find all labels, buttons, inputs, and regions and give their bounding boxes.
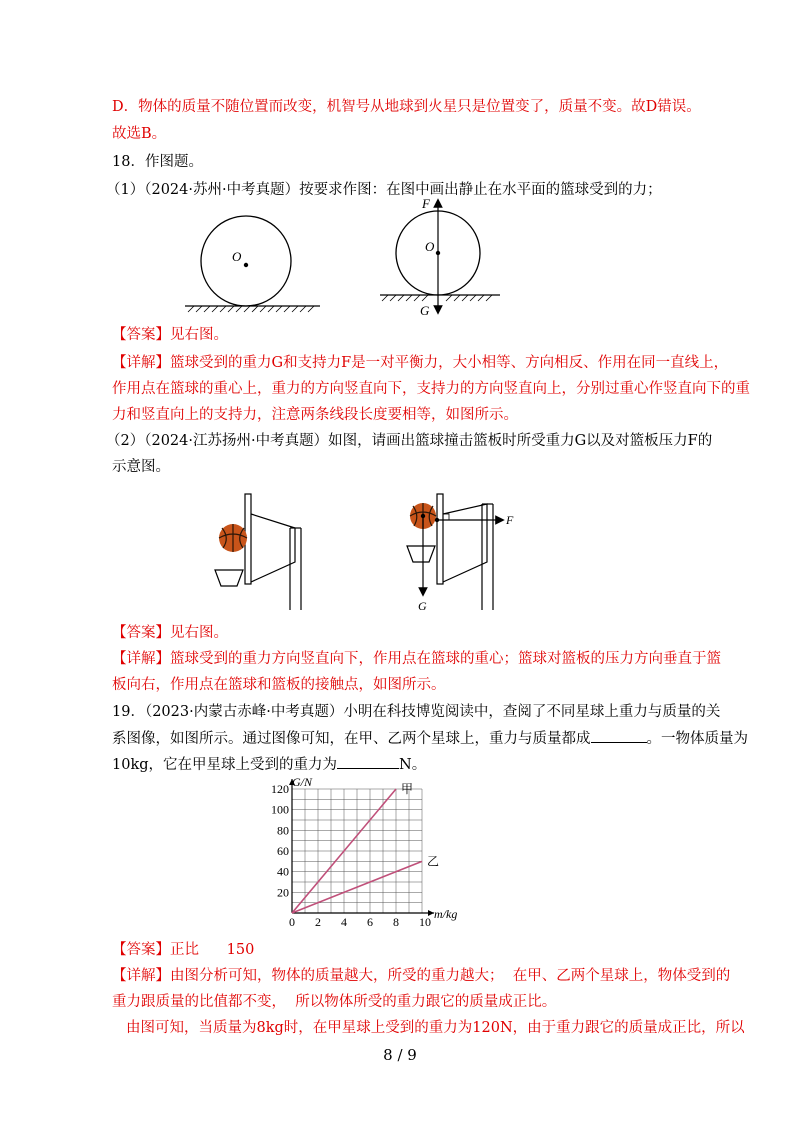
detail-3-line-3: 由图可知，当质量为8kg时，在甲星球上受到的重力为120N，由于重力跟它的质量成正比，所以 <box>126 1020 745 1036</box>
question-18-title: 18．作图题。 <box>112 154 203 170</box>
x-tick-label: 4 <box>341 915 347 929</box>
detail-3-line-1: 【详解】由图分析可知，物体的质量越大，所受的重力越大； 在甲、乙两个星球上，物体受到的 <box>112 968 731 984</box>
answer-blank-1 <box>591 728 647 743</box>
x-tick-label: 8 <box>393 915 399 929</box>
question-18-2-line-1: （2）（2024·江苏扬州·中考真题）如图，请画出篮球撞击篮板时所受重力G以及对篮板压力F的 <box>106 433 713 449</box>
answer-3: 【答案】正比 150 <box>112 942 255 958</box>
label-g2: G <box>418 599 427 613</box>
x-tick-label: 10 <box>419 915 431 929</box>
answer-1: 【答案】见右图。 <box>112 327 228 343</box>
series-label: 甲 <box>401 782 414 796</box>
detail-3-line-2: 重力跟质量的比值都不变， 所以物体所受的重力跟它的质量成正比。 <box>112 994 557 1010</box>
right-ball-diagram <box>380 196 500 318</box>
question-19-line-2: 系图像，如图所示。通过图像可知，在甲、乙两个星球上，重力与质量都成 。一物体质量为 <box>112 728 748 749</box>
left-ball-diagram <box>185 216 320 312</box>
left-backboard-scene <box>215 494 301 610</box>
y-tick-label: 20 <box>277 885 289 900</box>
figure-basketball-backboard <box>210 490 550 615</box>
detail-1-line-1: 【详解】篮球受到的重力G和支持力F是一对平衡力，大小相等、方向相反、作用在同一直线上， <box>112 355 729 371</box>
y-tick-label: 40 <box>277 864 289 879</box>
right-label-o: O <box>425 239 435 254</box>
label-g: G <box>420 303 430 318</box>
question-18-2-line-2: 示意图。 <box>112 459 170 475</box>
question-19-line-3: 10kg，它在甲星球上受到的重力为 N。 <box>112 754 426 775</box>
option-d-line: D．物体的质量不随位置而改变，机智号从地球到火星只是位置变了，质量不变。故D错误。 <box>112 99 701 115</box>
y-tick-label: 120 <box>271 782 289 796</box>
answer-2: 【答案】见右图。 <box>112 625 228 641</box>
y-tick-label: 100 <box>271 802 289 817</box>
right-backboard-scene <box>407 494 514 613</box>
gravity-mass-chart <box>262 772 472 930</box>
y-tick-label: 60 <box>277 844 289 858</box>
label-f2: F <box>506 513 514 527</box>
y-tick-label: 80 <box>277 823 289 838</box>
answer-choice-line: 故选B。 <box>112 126 167 142</box>
figure-ball-on-floor <box>180 195 520 320</box>
y-axis-label: G/N <box>292 775 313 789</box>
x-tick-label: 2 <box>315 915 321 929</box>
detail-2-line-2: 板向右，作用点在篮球和篮板的接触点，如图所示。 <box>112 677 446 693</box>
page-number: 8 / 9 <box>383 1046 417 1064</box>
question-18-1: （1）（2024·苏州·中考真题）按要求作图：在图中画出静止在水平面的篮球受到的力； <box>106 182 662 198</box>
detail-1-line-3: 力和竖直向上的支持力，注意两条线段长度要相等，如图所示。 <box>112 407 518 423</box>
label-f: F <box>422 196 430 211</box>
question-19-line-1: 19．（2023·内蒙古赤峰·中考真题）小明在科技博览阅读中，查阅了不同星球上重力与质量的关 <box>112 704 721 720</box>
x-tick-label: 6 <box>367 915 373 929</box>
left-label-o: O <box>232 249 242 264</box>
detail-1-line-2: 作用点在篮球的重心上，重力的方向竖直向下，支持力的方向竖直向上，分别过重心作竖直向下的重 <box>112 381 750 397</box>
x-tick-label: 0 <box>289 915 295 929</box>
series-label: 乙 <box>427 854 440 869</box>
detail-2-line-1: 【详解】篮球受到的重力方向竖直向下，作用点在篮球的重心；篮球对篮板的压力方向垂直于篮 <box>112 651 721 667</box>
chart-grid <box>289 779 434 916</box>
answer-blank-2 <box>337 754 399 769</box>
x-axis-label: m/kg <box>434 907 458 921</box>
